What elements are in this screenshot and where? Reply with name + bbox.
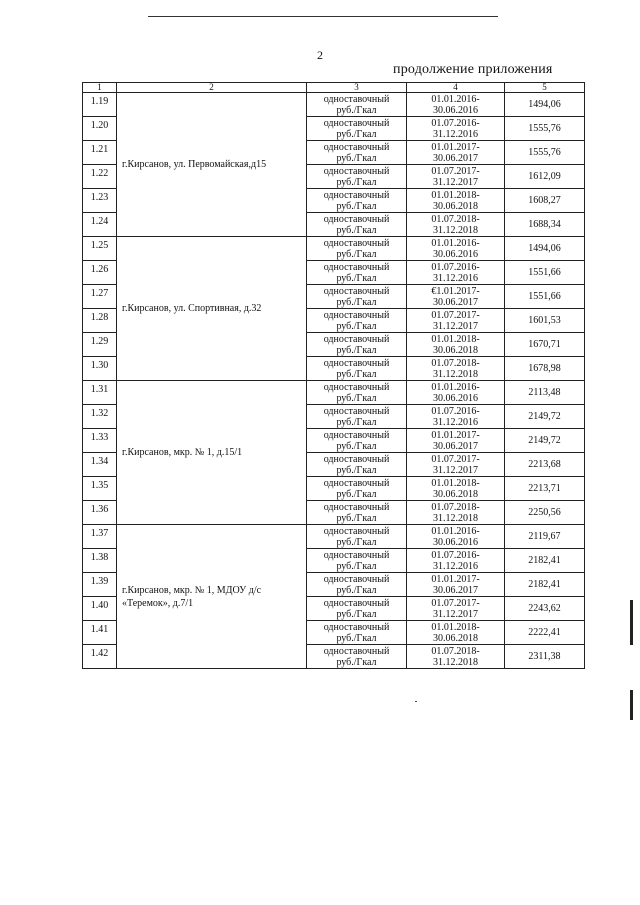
rate-unit: руб./Гкал [336,272,377,284]
row-index: 1.25 [90,240,109,251]
period-start: 01.07.2017- [431,165,480,177]
period-end: 31.12.2018 [433,224,478,236]
rate-type-cell [307,645,407,669]
tariff-value: 1555,76 [505,117,585,141]
period-cell [407,141,505,165]
period-end: 31.12.2016 [433,416,478,428]
column-header: 2 [117,83,307,93]
rate-unit: руб./Гкал [336,512,377,524]
rate-unit: руб./Гкал [336,416,377,428]
period-cell [407,573,505,597]
column-header: 4 [407,83,505,93]
rate-type-cell [307,117,407,141]
row-index-cell [83,117,117,141]
rate-type-cell [307,477,407,501]
column-header: 1 [83,83,117,93]
period-end: 31.12.2018 [433,368,478,380]
address-cell [117,381,307,525]
tariff-value: 2149,72 [505,429,585,453]
rate-unit: руб./Гкал [336,608,377,620]
rate-type: одноставочный [323,309,390,321]
period-start: 01.07.2016- [431,261,480,273]
rate-type-cell [307,405,407,429]
row-index: 1.21 [90,144,109,155]
tariff-value: 1551,66 [505,261,585,285]
row-index-cell [83,573,117,597]
row-index-cell [83,525,117,549]
period-end: 31.12.2017 [433,464,478,476]
page-number: 2 [317,48,323,62]
rate-type: одноставочный [323,645,390,657]
period-cell [407,309,505,333]
row-index: 1.31 [90,384,109,395]
row-index-cell [83,165,117,189]
rate-type-cell [307,621,407,645]
period-start: 01.07.2016- [431,117,480,129]
period-end: 30.06.2016 [433,248,478,260]
rate-type: одноставочный [323,189,390,201]
period-start: 01.01.2017- [431,141,480,153]
rate-type: одноставочный [323,477,390,489]
row-index-cell [83,189,117,213]
period-start: 01.01.2016- [431,237,480,249]
period-end: 30.06.2018 [433,200,478,212]
rate-type-cell [307,165,407,189]
rate-type-cell [307,189,407,213]
period-end: 30.06.2016 [433,104,478,116]
period-start: 01.07.2017- [431,453,480,465]
rate-type: одноставочный [323,573,390,585]
rate-unit: руб./Гкал [336,584,377,596]
rate-unit: руб./Гкал [336,440,377,452]
rate-type: одноставочный [323,405,390,417]
rate-type-cell [307,213,407,237]
row-index-cell [83,405,117,429]
period-start: 01.07.2018- [431,357,480,369]
rate-unit: руб./Гкал [336,656,377,668]
tariff-value: 1555,76 [505,141,585,165]
row-index: 1.22 [90,168,109,179]
row-index-cell [83,597,117,621]
tariff-value: 1601,53 [505,309,585,333]
period-start: €1.01.2017- [431,285,480,297]
period-cell [407,333,505,357]
period-cell [407,501,505,525]
rate-type-cell [307,549,407,573]
period-cell [407,405,505,429]
period-cell [407,549,505,573]
period-start: 01.01.2018- [431,333,480,345]
row-index: 1.41 [90,624,109,635]
rate-type-cell [307,525,407,549]
rate-type: одноставочный [323,213,390,225]
scan-speck [415,701,417,702]
tariff-value: 2149,72 [505,405,585,429]
period-end: 30.06.2016 [433,536,478,548]
tariff-table [82,82,585,669]
column-header: 5 [505,83,585,93]
period-cell [407,357,505,381]
tariff-value: 2182,41 [505,549,585,573]
row-index: 1.35 [90,480,109,491]
period-end: 31.12.2017 [433,320,478,332]
address-cell [117,93,307,237]
rate-unit: руб./Гкал [336,224,377,236]
period-end: 30.06.2017 [433,584,478,596]
rate-type-cell [307,261,407,285]
period-end: 31.12.2018 [433,656,478,668]
tariff-value: 1494,06 [505,237,585,261]
period-end: 31.12.2018 [433,512,478,524]
rate-type-cell [307,357,407,381]
period-start: 01.07.2018- [431,501,480,513]
address-line: г.Кирсанов, ул. Спортивная, д.32 [122,303,262,314]
period-start: 01.01.2018- [431,621,480,633]
row-index-cell [83,645,117,669]
period-start: 01.01.2017- [431,429,480,441]
row-index: 1.30 [90,360,109,371]
tariff-value: 2119,67 [505,525,585,549]
column-number-row [83,83,585,93]
period-start: 01.01.2016- [431,93,480,105]
rate-type-cell [307,453,407,477]
period-end: 30.06.2017 [433,152,478,164]
period-cell [407,645,505,669]
period-end: 30.06.2018 [433,488,478,500]
rate-type: одноставочный [323,141,390,153]
period-end: 30.06.2017 [433,296,478,308]
row-index-cell [83,501,117,525]
period-cell [407,93,505,117]
rate-unit: руб./Гкал [336,464,377,476]
rate-unit: руб./Гкал [336,344,377,356]
address-line: г.Кирсанов, мкр. № 1, МДОУ д/с [122,584,262,596]
period-end: 31.12.2017 [433,176,478,188]
period-cell [407,597,505,621]
rate-type: одноставочный [323,429,390,441]
tariff-value: 2250,56 [505,501,585,525]
row-index: 1.29 [90,336,109,347]
row-index: 1.24 [90,216,109,227]
period-cell [407,621,505,645]
period-end: 30.06.2016 [433,392,478,404]
period-start: 01.01.2016- [431,525,480,537]
tariff-value: 2213,68 [505,453,585,477]
row-index-cell [83,261,117,285]
rate-type: одноставочный [323,117,390,129]
period-cell [407,477,505,501]
period-start: 01.01.2016- [431,381,480,393]
period-end: 31.12.2016 [433,272,478,284]
rate-unit: руб./Гкал [336,368,377,380]
period-start: 01.01.2018- [431,477,480,489]
rate-type: одноставочный [323,501,390,513]
scan-edge-mark [630,690,633,720]
rate-type: одноставочный [323,381,390,393]
rate-unit: руб./Гкал [336,320,377,332]
address-line: г.Кирсанов, мкр. № 1, д.15/1 [122,447,243,458]
appendix-continuation-title: продолжение приложения [393,62,553,77]
period-cell [407,165,505,189]
row-index: 1.39 [90,576,109,587]
scan-edge-mark [630,600,633,645]
period-cell [407,213,505,237]
row-index-cell [83,549,117,573]
row-index: 1.20 [90,120,109,131]
period-start: 01.01.2018- [431,189,480,201]
tariff-value: 2222,41 [505,621,585,645]
row-index: 1.38 [90,552,109,563]
rate-type: одноставочный [323,525,390,537]
tariff-value: 1494,06 [505,93,585,117]
rate-type-cell [307,93,407,117]
tariff-value: 1612,09 [505,165,585,189]
tariff-value: 1608,27 [505,189,585,213]
period-start: 01.01.2017- [431,573,480,585]
top-rule [148,16,498,17]
tariff-value: 2243,62 [505,597,585,621]
row-index: 1.28 [90,312,109,323]
rate-type-cell [307,429,407,453]
address-line: «Теремок», д.7/1 [122,597,194,609]
rate-type: одноставочный [323,549,390,561]
row-index: 1.32 [90,408,109,419]
table-row [83,381,585,405]
row-index-cell [83,141,117,165]
period-cell [407,285,505,309]
tariff-value: 2182,41 [505,573,585,597]
row-index-cell [83,429,117,453]
tariff-value: 1551,66 [505,285,585,309]
period-start: 01.07.2016- [431,405,480,417]
table-body [83,93,585,669]
rate-type: одноставочный [323,165,390,177]
period-end: 30.06.2018 [433,632,478,644]
row-index: 1.27 [90,288,109,299]
rate-type: одноставочный [323,597,390,609]
row-index-cell [83,213,117,237]
rate-unit: руб./Гкал [336,128,377,140]
tariff-value: 1670,71 [505,333,585,357]
row-index-cell [83,381,117,405]
period-cell [407,525,505,549]
rate-unit: руб./Гкал [336,176,377,188]
tariff-value: 2311,38 [505,645,585,669]
rate-unit: руб./Гкал [336,392,377,404]
row-index: 1.33 [90,432,109,443]
period-cell [407,261,505,285]
row-index-cell [83,357,117,381]
period-start: 01.07.2018- [431,213,480,225]
period-cell [407,429,505,453]
row-index: 1.42 [90,648,109,659]
rate-type-cell [307,597,407,621]
rate-unit: руб./Гкал [336,488,377,500]
rate-unit: руб./Гкал [336,104,377,116]
rate-type-cell [307,573,407,597]
rate-type: одноставочный [323,93,390,105]
period-start: 01.07.2018- [431,645,480,657]
period-start: 01.07.2017- [431,309,480,321]
row-index-cell [83,93,117,117]
tariff-value: 2213,71 [505,477,585,501]
row-index: 1.26 [90,264,109,275]
period-end: 31.12.2016 [433,128,478,140]
period-cell [407,453,505,477]
rate-type-cell [307,285,407,309]
rate-type: одноставочный [323,285,390,297]
row-index-cell [83,621,117,645]
rate-type-cell [307,381,407,405]
period-start: 01.07.2016- [431,549,480,561]
rate-type: одноставочный [323,453,390,465]
address-cell [117,237,307,381]
rate-type-cell [307,237,407,261]
table-row [83,237,585,261]
rate-type: одноставочный [323,261,390,273]
period-end: 31.12.2017 [433,608,478,620]
rate-type-cell [307,333,407,357]
rate-unit: руб./Гкал [336,248,377,260]
period-cell [407,237,505,261]
rate-type: одноставочный [323,621,390,633]
period-end: 30.06.2017 [433,440,478,452]
tariff-value: 2113,48 [505,381,585,405]
row-index-cell [83,477,117,501]
period-end: 31.12.2016 [433,560,478,572]
row-index: 1.23 [90,192,109,203]
row-index-cell [83,333,117,357]
row-index-cell [83,285,117,309]
row-index: 1.19 [90,96,109,107]
period-cell [407,117,505,141]
rate-unit: руб./Гкал [336,200,377,212]
row-index-cell [83,453,117,477]
row-index: 1.34 [90,456,109,467]
period-cell [407,381,505,405]
rate-unit: руб./Гкал [336,296,377,308]
table-row [83,525,585,549]
rate-type: одноставочный [323,357,390,369]
tariff-value: 1678,98 [505,357,585,381]
period-start: 01.07.2017- [431,597,480,609]
rate-type-cell [307,141,407,165]
row-index: 1.40 [90,600,109,611]
rate-type: одноставочный [323,237,390,249]
period-cell [407,189,505,213]
row-index: 1.37 [90,528,109,539]
rate-unit: руб./Гкал [336,536,377,548]
rate-type: одноставочный [323,333,390,345]
row-index-cell [83,309,117,333]
rate-type-cell [307,501,407,525]
row-index: 1.36 [90,504,109,515]
tariff-value: 1688,34 [505,213,585,237]
table-row [83,93,585,117]
address-line: г.Кирсанов, ул. Первомайская,д15 [122,159,267,170]
address-cell [117,525,307,669]
rate-unit: руб./Гкал [336,560,377,572]
column-header: 3 [307,83,407,93]
rate-unit: руб./Гкал [336,152,377,164]
period-end: 30.06.2018 [433,344,478,356]
rate-unit: руб./Гкал [336,632,377,644]
row-index-cell [83,237,117,261]
rate-type-cell [307,309,407,333]
